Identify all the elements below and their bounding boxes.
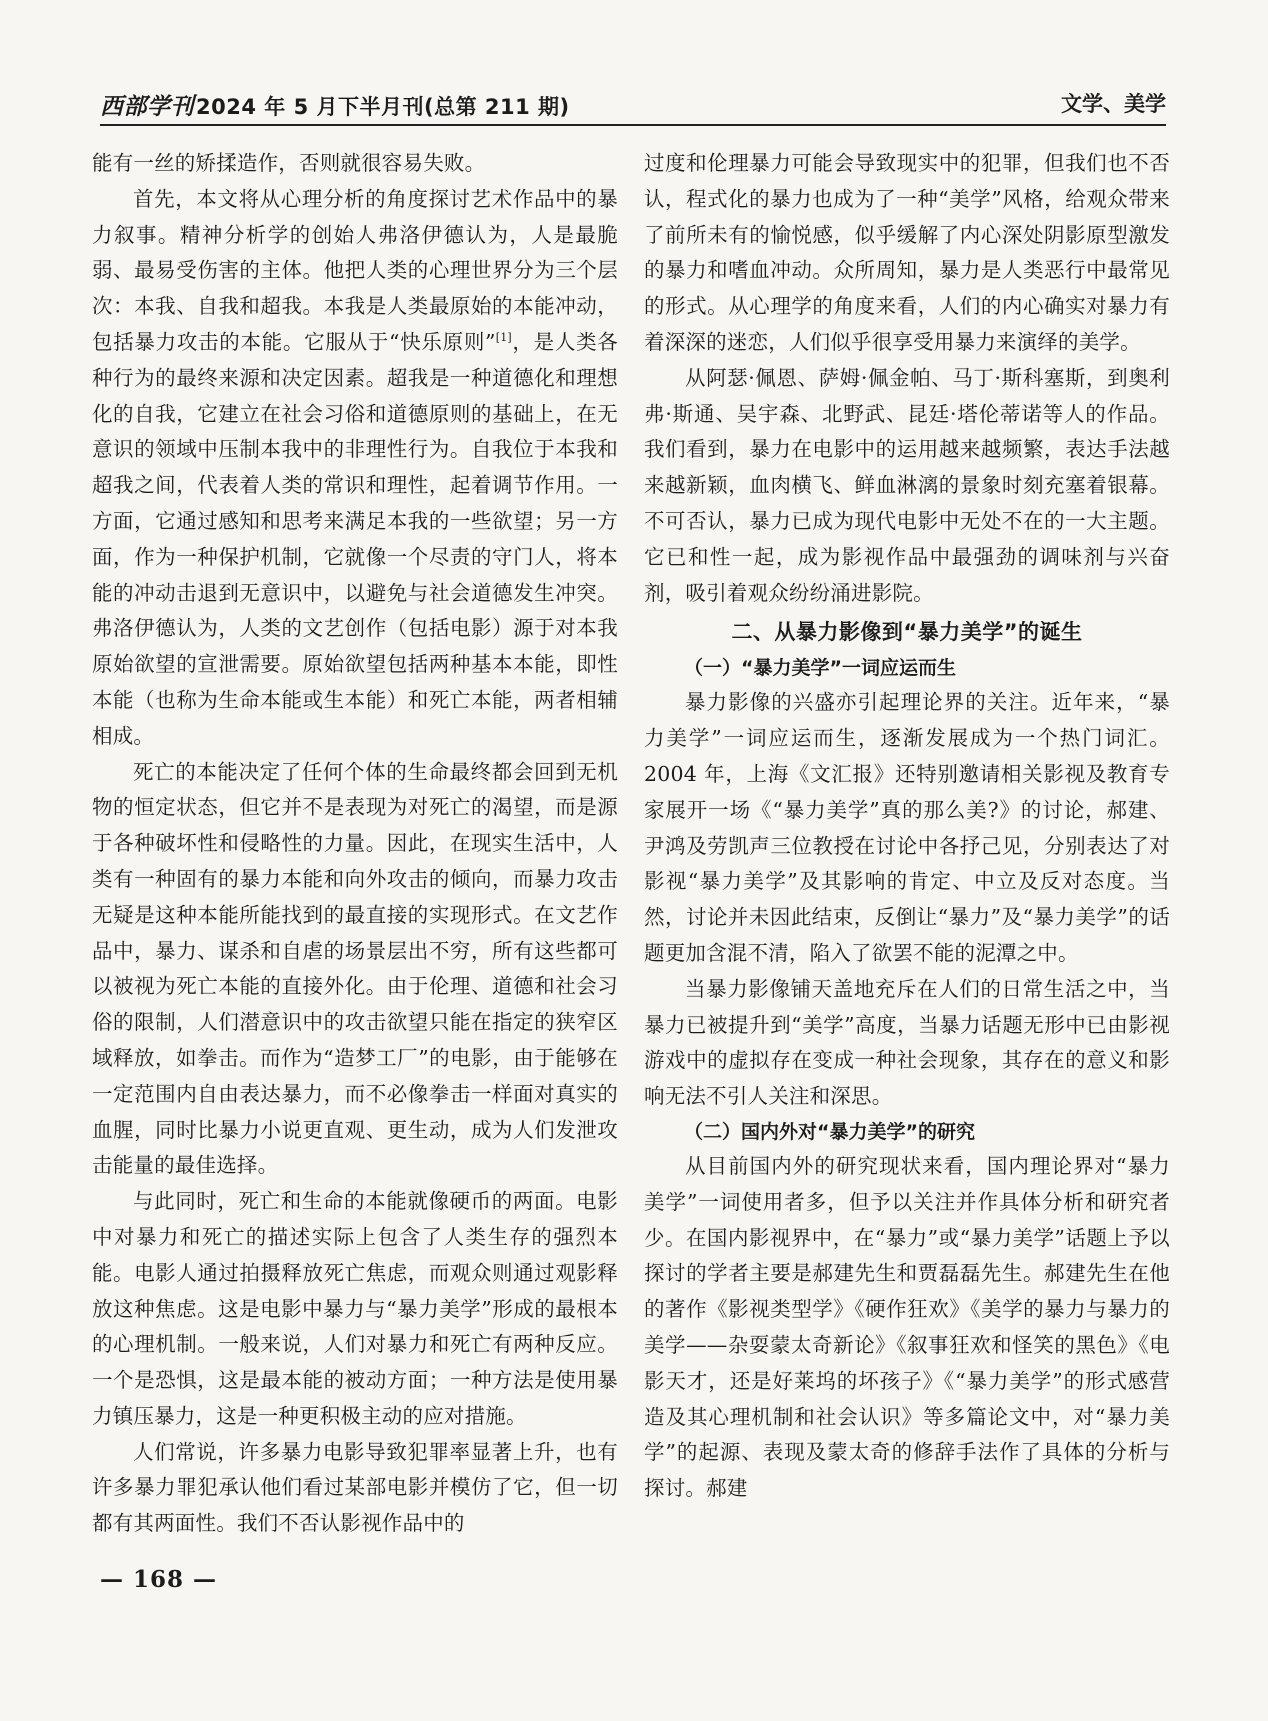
journal-issue-line: [100, 88, 570, 121]
subsection-heading: （二）国内外对“暴力美学”的研究: [684, 1120, 975, 1143]
right-column: [644, 146, 1170, 1596]
paragraph-text: 首先，本文将从心理分析的角度探讨艺术作品中的暴力叙事。精神分析学的创始人弗洛伊德认为，人是最脆弱、最易受伤害的主体。他把人类的心理世界分为三个层次：本我、自我和超我。本我是人类最原始的本能冲动，包括暴力攻击的本能。它服从于“快乐原则”: [92, 186, 618, 354]
paragraph: 能有一丝的矫揉造作，否则就很容易失败。: [92, 151, 486, 175]
paragraph: 从目前国内外的研究现状来看，国内理论界对“暴力美学”一词使用者多，但予以关注并作具体分析和研究者少。在国内影视界中，在“暴力”或“暴力美学”话题上予以探讨的学者主要是郝建先生和贾磊磊先生。郝建先生在他的著作《影视类型学》《硬作狂欢》《美学的暴力与暴力的美学——杂耍蒙太奇新论》《叙事狂欢和怪笑的黑色》《电影天才，还是好莱坞的坏孩子》《“暴力美学”的形式感营造及其心理机制和社会认识》等多篇论文中，对“暴力美学”的起源、表现及蒙太奇的修辞手法作了具体的分析与探讨。郝建: [644, 1153, 1170, 1501]
citation-marker: [1]: [495, 331, 512, 345]
section-label: 文学、美学: [1061, 92, 1166, 116]
left-column: [92, 146, 618, 1596]
subsection-heading: （一）“暴力美学”一词应运而生: [684, 657, 956, 680]
paragraph: 人们常说，许多暴力电影导致犯罪率显著上升，也有许多暴力罪犯承认他们看过某部电影并模仿了它，但一切都有其两面性。我们不否认影视作品中的: [92, 1439, 618, 1536]
paragraph: 过度和伦理暴力可能会导致现实中的犯罪，但我们也不否认，程式化的暴力也成为了一种“美学”风格，给观众带来了前所未有的愉悦感，似乎缓解了内心深处阴影原型激发的暴力和嗜血冲动。众所周知，暴力是人类恶行中最常见的形式。从心理学的角度来看，人们的内心确实对暴力有着深深的迷恋，人们似乎很享受用暴力来演绎的美学。: [644, 151, 1170, 354]
paragraph: 当暴力影像铺天盖地充斥在人们的日常生活之中，当暴力已被提升到“美学”高度，当暴力话题无形中已由影视游戏中的虚拟存在变成一种社会现象，其存在的意义和影响无法不引人关注和深思。: [644, 976, 1170, 1109]
paragraph: 暴力影像的兴盛亦引起理论界的关注。近年来，“暴力美学”一词应运而生，逐渐发展成为一个热门词汇。2004 年，上海《文汇报》还特别邀请相关影视及教育专家展开一场《“暴力美学”真的那么美?》的讨论，郝建、尹鸿及劳凯声三位教授在讨论中各抒己见，分别表达了对影视“暴力美学”及其影响的肯定、中立及反对态度。当然，讨论并未因此结束，反倒让“暴力”及“暴力美学”的话题更加含混不清，陷入了欲罢不能的泥潭之中。: [644, 690, 1170, 965]
paragraph: [92, 182, 618, 755]
issue-label: 2024 年 5 月下半月刊(总第 211 期): [196, 95, 570, 119]
page-number: — 168 —: [100, 1566, 218, 1593]
paragraph: 从阿瑟·佩恩、萨姆·佩金帕、马丁·斯科塞斯，到奥利弗·斯通、吴宇森、北野武、昆廷·塔伦蒂诺等人的作品。我们看到，暴力在电影中的运用越来越频繁，表达手法越来越新颖，血肉横飞、鲜血淋漓的景象时刻充塞着银幕。不可否认，暴力已成为现代电影中无处不在的一大主题。它已和性一起，成为影视作品中最强劲的调味剂与兴奋剂，吸引着观众纷纷涌进影院。: [644, 365, 1170, 605]
header-divider: [100, 124, 1166, 126]
section-heading: 二、从暴力影像到“暴力美学”的诞生: [731, 620, 1083, 645]
paragraph: 死亡的本能决定了任何个体的生命最终都会回到无机物的恒定状态，但它并不是表现为对死亡的渴望，而是源于各种破坏性和侵略性的力量。因此，在现实生活中，人类有一种固有的暴力本能和向外攻击的倾向，而暴力攻击无疑是这种本能所能找到的最直接的实现形式。在文艺作品中，暴力、谋杀和自虐的场景层出不穷，所有这些都可以被视为死亡本能的直接外化。由于伦理、道德和社会习俗的限制，人们潜意识中的攻击欲望只能在指定的狭窄区域释放，如拳击。而作为“造梦工厂”的电影，由于能够在一定范围内自由表达暴力，而不必像拳击一样面对真实的血腥，同时比暴力小说更直观、更生动，成为人们发泄攻击能量的最佳选择。: [92, 759, 618, 1178]
running-header: [100, 88, 1166, 124]
journal-logo: 西部学刊: [100, 93, 194, 120]
paragraph-text: ，是人类各种行为的最终来源和决定因素。超我是一种道德化和理想化的自我，它建立在社会习俗和道德原则的基础上，在无意识的领域中压制本我中的非理性行为。自我位于本我和超我之间，代表着人类的常识和理性，起着调节作用。一方面，它通过感知和思考来满足本我的一些欲望；另一方面，作为一种保护机制，它就像一个尽责的守门人，将本能的冲动击退到无意识中，以避免与社会道德发生冲突。弗洛伊德认为，人类的文艺创作（包括电影）源于对本我原始欲望的宣泄需要。原始欲望包括两种基本本能，即性本能（也称为生命本能或生本能）和死亡本能，两者相辅相成。: [92, 329, 618, 748]
paragraph: 与此同时，死亡和生命的本能就像硬币的两面。电影中对暴力和死亡的描述实际上包含了人类生存的强烈本能。电影人通过拍摄释放死亡焦虑，而观众则通过观影释放这种焦虑。这是电影中暴力与“暴力美学”形成的最根本的心理机制。一般来说，人们对暴力和死亡有两种反应。一个是恐惧，这是最本能的被动方面；一种方法是使用暴力镇压暴力，这是一种更积极主动的应对措施。: [92, 1189, 618, 1428]
